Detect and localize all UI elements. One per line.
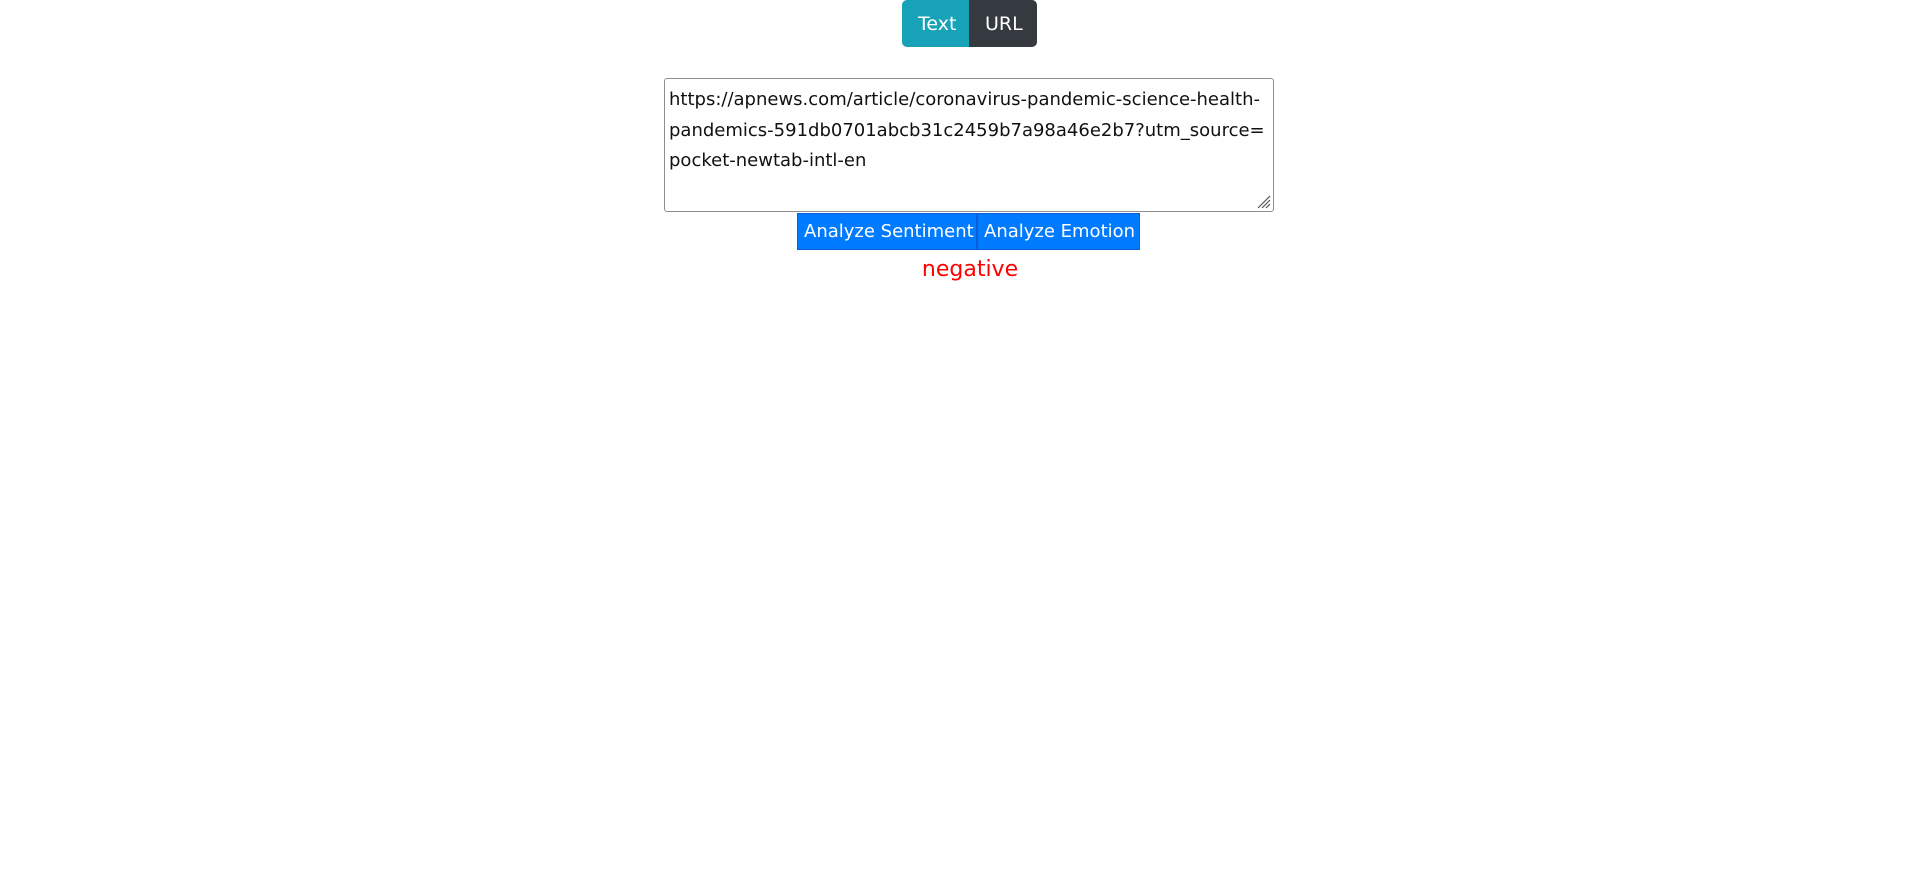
- analysis-actions: [797, 213, 1140, 250]
- url-mode-button[interactable]: URL: [969, 0, 1037, 47]
- analyze-sentiment-button[interactable]: Analyze Sentiment: [797, 213, 977, 250]
- text-mode-button[interactable]: Text: [902, 0, 969, 47]
- sentiment-result: negative: [921, 257, 1019, 282]
- resize-handle-icon[interactable]: [1257, 195, 1271, 209]
- url-input-container: [664, 78, 1274, 212]
- url-input[interactable]: [665, 79, 1273, 211]
- input-mode-toggle: [902, 0, 1037, 47]
- analyze-emotion-button[interactable]: Analyze Emotion: [977, 213, 1140, 250]
